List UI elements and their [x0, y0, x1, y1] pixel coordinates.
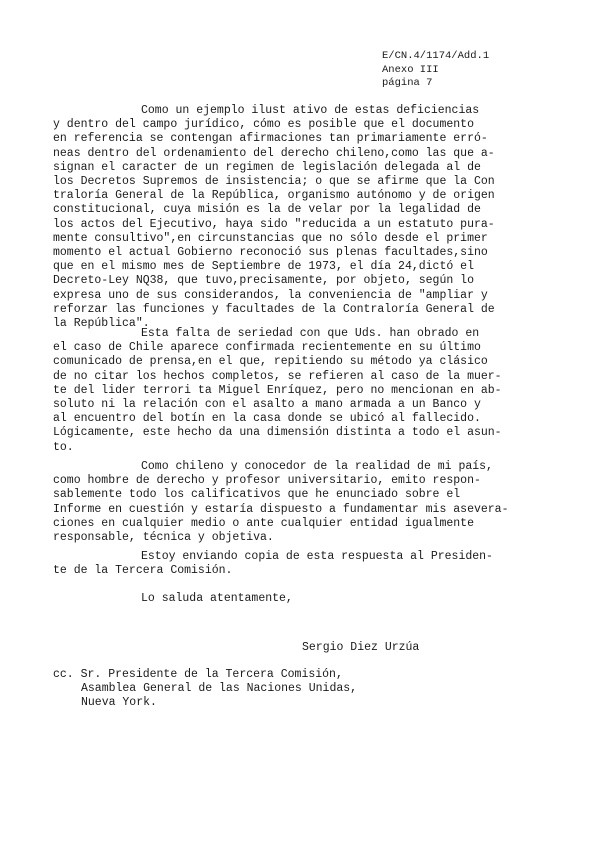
paragraph-line: te de la Tercera Comisión.	[53, 564, 233, 578]
paragraph-line: soluto ni la relación con el asalto a mano armada a un Banco y	[53, 398, 481, 412]
paragraph-line: los actos del Ejecutivo, haya sido "reducida a un estatuto pura-	[53, 217, 495, 231]
cc-line: Asamblea General de las Naciones Unidas,	[81, 682, 358, 696]
paragraph-line: responsable, técnica y objetiva.	[53, 531, 274, 545]
paragraph-line: te del lider terrori ta Miguel Enríquez, pero no mencionan en ab-	[53, 383, 502, 397]
paragraph-line: Informe en cuestión y estaría dispuesto a fundamentar mis asevera-	[53, 502, 509, 516]
signature-name: Sergio Diez Urzúa	[302, 641, 420, 654]
document-header	[382, 50, 489, 91]
paragraph-line: neas dentro del ordenamiento del derecho chileno,como las que a-	[53, 146, 495, 160]
paragraph-line: Estoy enviando copia de esta respuesta al Presiden-	[141, 550, 493, 563]
cc-line: Nueva York.	[81, 696, 157, 710]
paragraph-line: ciones en cualquier medio o ante cualquier entidad igualmente	[53, 516, 474, 530]
paragraph-1	[53, 104, 533, 331]
paragraph-line: Como un ejemplo ilust ativo de estas deficiencias	[141, 104, 480, 117]
paragraph-line: sablemente todo los calificativos que he enunciado sobre el	[53, 488, 461, 502]
paragraph-line: como hombre de derecho y profesor universitario, emito respon-	[53, 474, 481, 488]
paragraph-line: Como chileno y conocedor de la realidad de mi país,	[141, 460, 493, 473]
paragraph-2	[53, 327, 533, 455]
paragraph-line: en referencia se contengan afirmaciones tan primariamente erró-	[53, 132, 488, 146]
paragraph-line: to.	[53, 440, 74, 454]
closing-salutation	[53, 592, 533, 606]
paragraph-line: expresa uno de sus considerandos, la conveniencia de "ampliar y	[53, 288, 488, 302]
paragraph-line: Decreto-Ley NQ38, que tuvo,precisamente, por objeto, según lo	[53, 274, 474, 288]
page-number: página 7	[382, 77, 433, 89]
paragraph-line: momento el actual Gobierno reconoció sus plenas facultades,sino	[53, 246, 488, 260]
paragraph-line: que en el mismo mes de Septiembre de 1973, el día 24,dictó el	[53, 260, 474, 274]
paragraph-3	[53, 460, 533, 545]
paragraph-line: Esta falta de seriedad con que Uds. han obrado en	[141, 327, 480, 340]
paragraph-line: traloría General de la República, organismo autónomo y de origen	[53, 189, 495, 203]
paragraph-line: la República".	[53, 317, 150, 331]
paragraph-line: y dentro del campo jurídico, cómo es posible que el documento	[53, 118, 474, 132]
paragraph-line: comunicado de prensa,en el que, repitiendo su método ya clásico	[53, 355, 488, 369]
paragraph-line: al encuentro del botín en la casa donde se ubicó al fallecido.	[53, 412, 481, 426]
cc-line: cc. Sr. Presidente de la Tercera Comisión,	[53, 668, 343, 681]
paragraph-4	[53, 550, 533, 578]
paragraph-line: Lo saluda atentamente,	[141, 592, 293, 605]
annex-label: Anexo III	[382, 63, 439, 76]
paragraph-line: de no citar los hechos completos, se refieren al caso de la muer-	[53, 369, 502, 383]
cc-block	[53, 668, 357, 711]
paragraph-line: mente consultivo",en circunstancias que no sólo desde el primer	[53, 231, 488, 245]
document-symbol: E/CN.4/1174/Add.1	[382, 50, 490, 62]
paragraph-line: los Decretos Supremos de insistencia; o que se afirme que la Con	[53, 175, 495, 189]
paragraph-line: constitucional, cuya misión es la de velar por la legalidad de	[53, 203, 481, 217]
paragraph-line: Lógicamente, este hecho da una dimensión distinta a todo el asun-	[53, 426, 502, 440]
paragraph-line: reforzar las funciones y facultades de la Contraloría General de	[53, 302, 495, 316]
paragraph-line: signan el caracter de un regimen de legislación delegada al de	[53, 160, 481, 174]
paragraph-line: el caso de Chile aparece confirmada recientemente en su último	[53, 341, 481, 355]
